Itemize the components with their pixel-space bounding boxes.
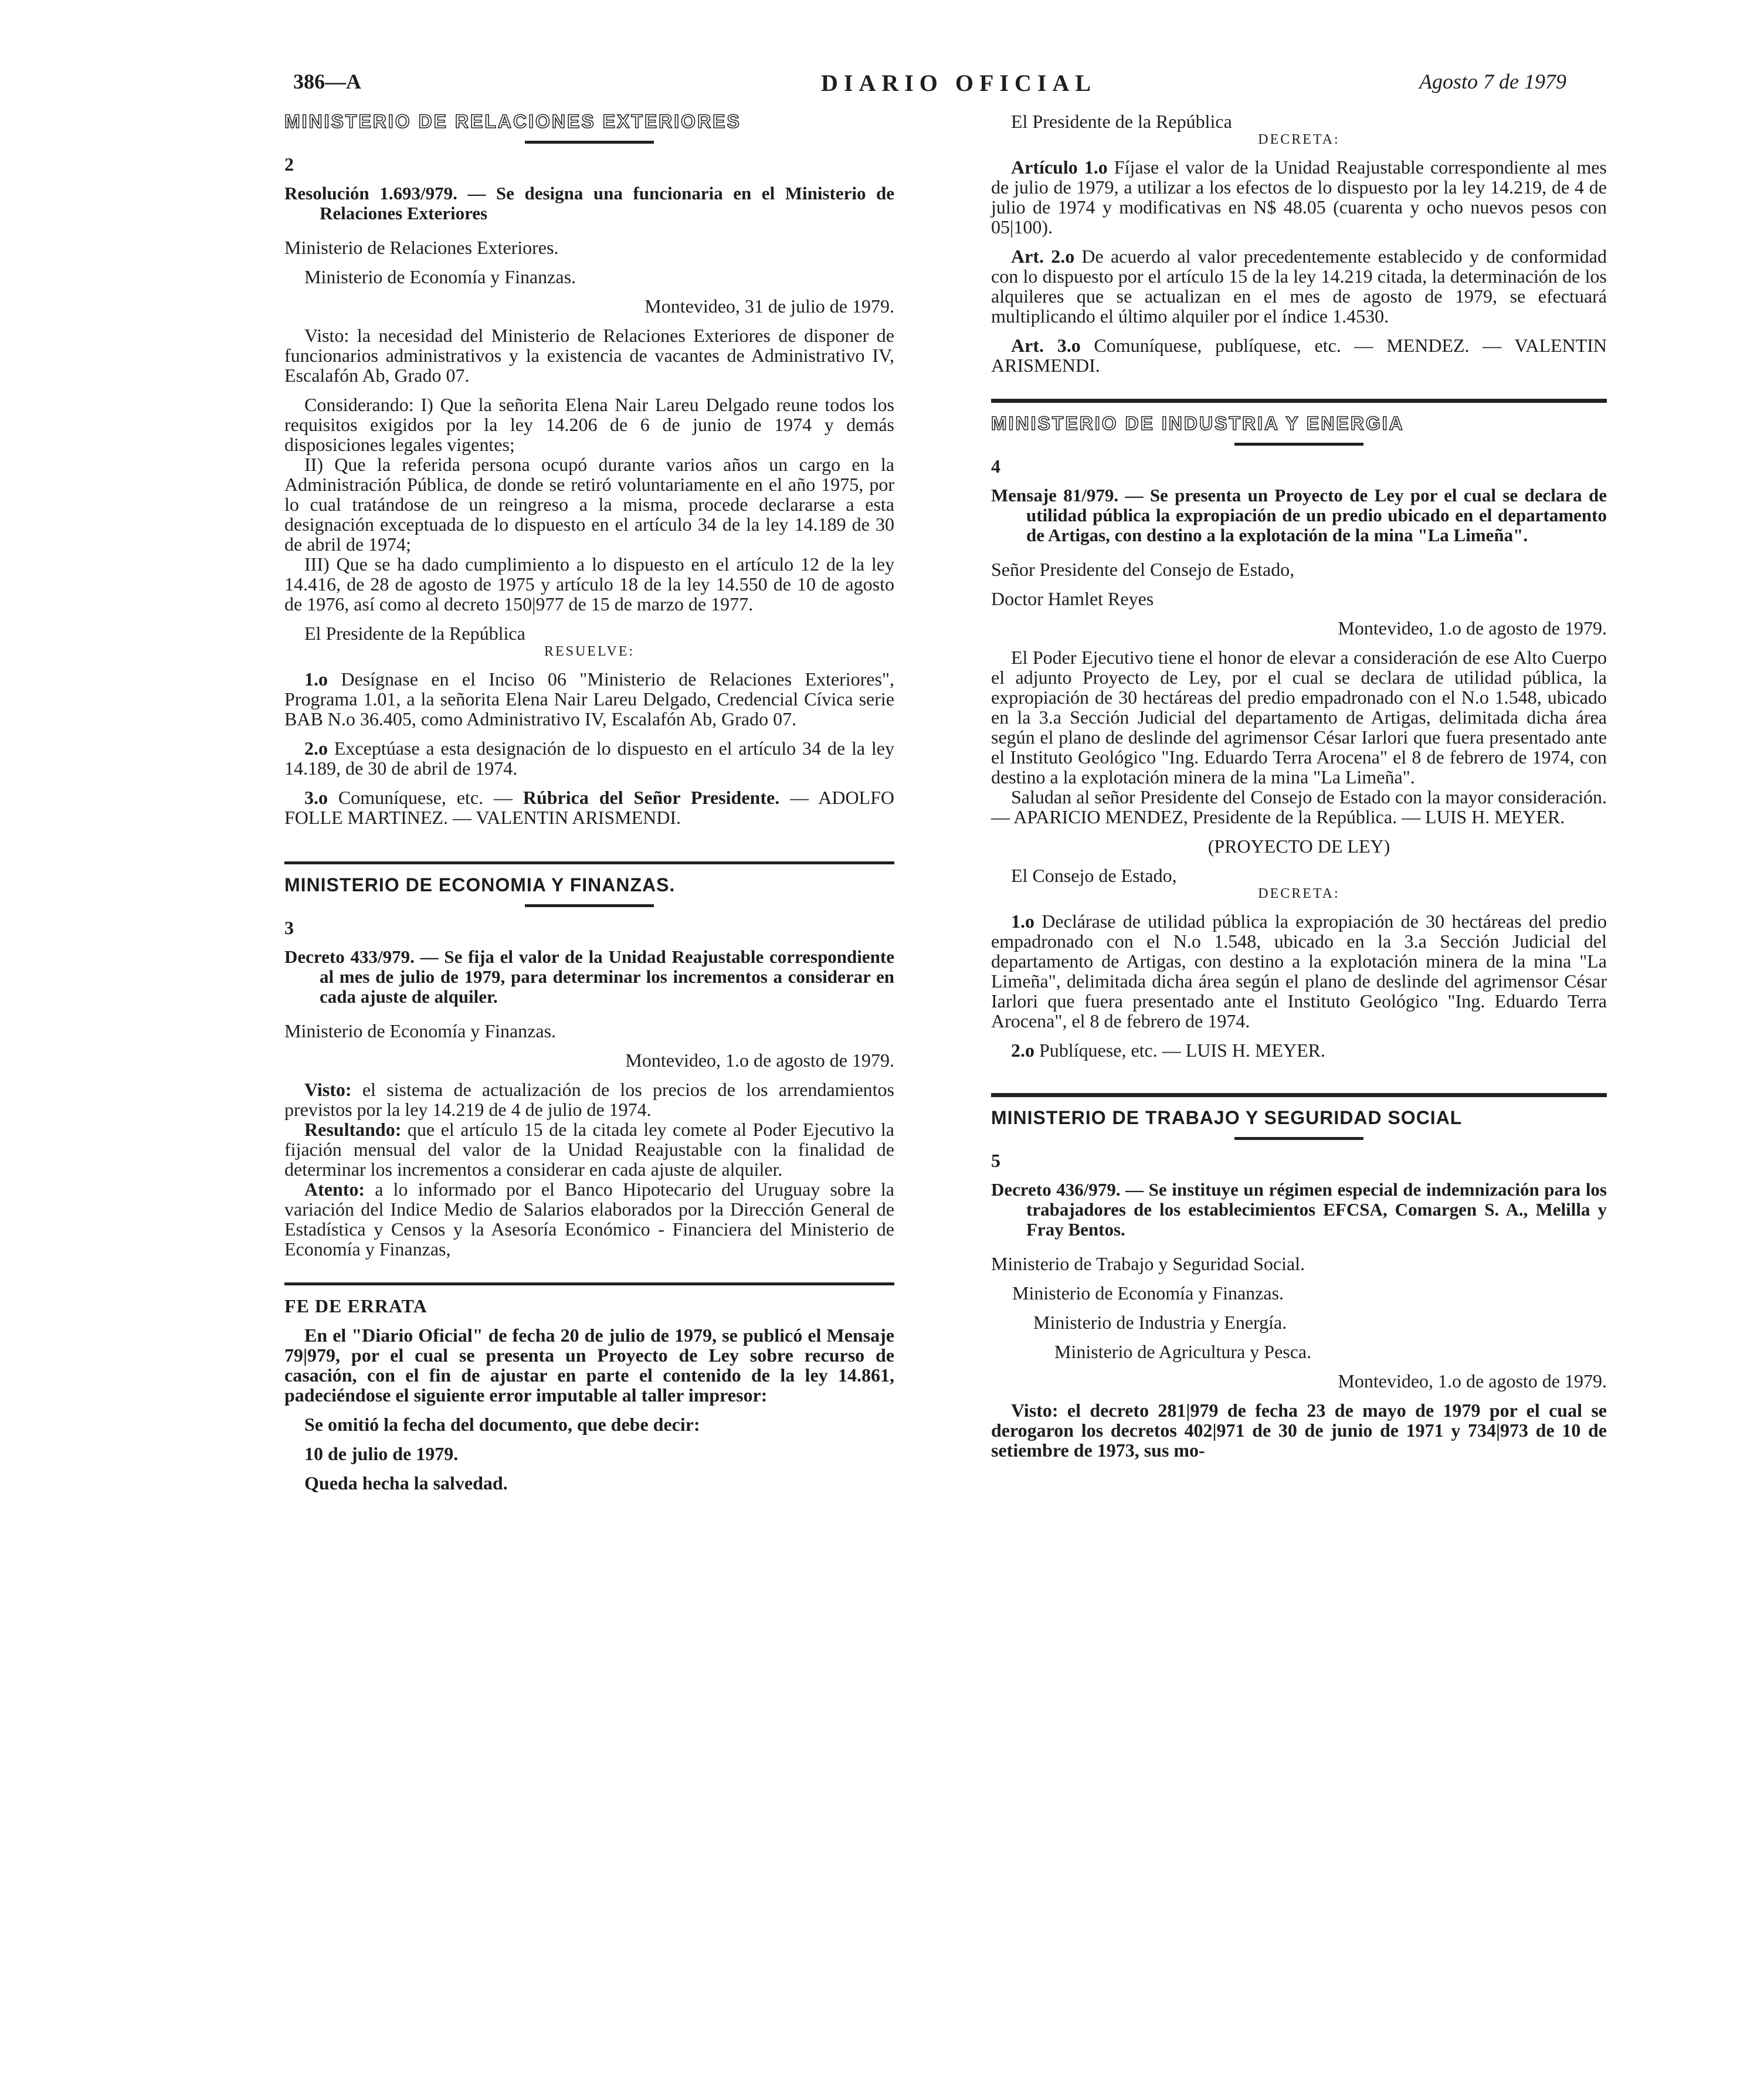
right-column <box>991 111 1607 1469</box>
rubrica-text: Rúbrica del Señor Presidente. <box>523 787 780 808</box>
considerando-label: Considerando: <box>304 394 414 415</box>
doc-summary: — Se designa una funcionaria en el Ministerio de Relaciones Exteriores <box>320 183 894 223</box>
resolution-title <box>284 184 894 223</box>
addressee: Ministerio de Trabajo y Seguridad Social. <box>991 1253 1305 1274</box>
article-2 <box>991 1040 1607 1060</box>
dateline: Montevideo, 1.o de agosto de 1979. <box>625 1050 894 1071</box>
dateline: Montevideo, 31 de julio de 1979. <box>644 296 894 317</box>
consejo-line: El Consejo de Estado, <box>1011 865 1177 886</box>
decree-title <box>284 947 894 1007</box>
section-divider <box>991 399 1607 403</box>
visto-text: el sistema de actualización de los precios de los arrendamientos previstos por la ley 14.219 de 4 de julio de 1974. <box>284 1079 894 1120</box>
signatures: — ADOLFO FOLLE MARTINEZ. — VALENTIN ARISMENDI. <box>284 787 894 828</box>
considerando-item: III) Que se ha dado cumplimiento a lo dispuesto en el artículo 12 de la ley 14.416, de 28 de agosto de 1975 y artículo 18 de la ley 14.550 de 10 de agosto de 1976, así como al decreto 150|977 de 15 de marzo de 1977. <box>284 554 894 615</box>
article-text: Publíquese, etc. — LUIS H. MEYER. <box>1034 1040 1325 1061</box>
doc-number: Resolución 1.693/979. <box>284 183 457 203</box>
addressee: Ministerio de Economía y Finanzas. <box>304 266 576 287</box>
dateline: Montevideo, 1.o de agosto de 1979. <box>1338 1370 1607 1392</box>
section-number: 5 <box>991 1150 1000 1171</box>
article-2 <box>284 738 894 778</box>
article-text: Desígnase en el Inciso 06 "Ministerio de Relaciones Exteriores", Programa 1.01, a la señorita Elena Nair Lareu Delgado, Credencial Cívica serie BAB N.o 36.405, como Administrativo IV, Escalafón Ab, Grado 07. <box>284 668 894 729</box>
article-label: 2.o <box>304 738 328 759</box>
visto-label: Visto: <box>304 1079 352 1100</box>
doc-summary: — Se presenta un Proyecto de Ley por el cual se declara de utilidad pública la expropiación de un predio ubicado en el departamento de Artigas, con destino a la explotación de la mina "La Limeña". <box>1026 485 1607 545</box>
doc-summary: — Se instituye un régimen especial de indemnización para los trabajadores de los establecimientos EFCSA, Comargen S. A., Melilla y Fray Bentos. <box>1026 1179 1607 1240</box>
addressee: Señor Presidente del Consejo de Estado, <box>991 559 1295 580</box>
addressee: Ministerio de Economía y Finanzas. <box>1012 1282 1284 1304</box>
atento-paragraph <box>284 1179 894 1259</box>
article-3 <box>284 788 894 827</box>
resultando-label: Resultando: <box>304 1119 402 1140</box>
presidente-line: El Presidente de la República <box>1011 111 1232 132</box>
errata-text: En el "Diario Oficial" de fecha 20 de julio de 1979, se publicó el Mensaje 79|979, por el cual se presenta un Proyecto de Ley sobre recurso de casación, con el fin de ajustar en parte el contenido de la ley 14.861, padeciéndose el siguiente error imputable al taller impresor: <box>284 1325 894 1406</box>
article-label: 1.o <box>1011 911 1034 932</box>
left-column <box>284 111 894 1502</box>
considerando-text: I) Que la señorita Elena Nair Lareu Delgado reune todos los requisitos exigidos por la ley 14.206 de 6 de junio de 1974 y demás disposiciones legales vigentes; <box>284 394 894 455</box>
article-label: Art. 2.o <box>1011 246 1075 267</box>
article-text: Comuníquese, publíquese, etc. — MENDEZ. — VALENTIN ARISMENDI. <box>991 335 1607 376</box>
article-text: Comuníquese, etc. — <box>328 787 523 808</box>
decree-title <box>991 1180 1607 1240</box>
divider <box>525 141 654 144</box>
decreta-heading: DECRETA: <box>1258 886 1340 901</box>
considerando-paragraph <box>284 395 894 454</box>
article-1 <box>284 669 894 729</box>
article-label: 1.o <box>304 668 328 690</box>
errata-heading: FE DE ERRATA <box>284 1295 428 1316</box>
divider <box>525 904 654 907</box>
doc-number: Decreto 436/979. <box>991 1179 1121 1200</box>
article-1 <box>991 157 1607 237</box>
errata-body <box>284 1325 894 1493</box>
ministry-heading-industria: MINISTERIO DE INDUSTRIA Y ENERGIA <box>991 413 1405 434</box>
divider <box>1234 1137 1363 1140</box>
doc-number: Mensaje 81/979. <box>991 485 1119 505</box>
message-body: El Poder Ejecutivo tiene el honor de elevar a consideración de ese Alto Cuerpo el adjunto Proyecto de Ley, por el cual se declara de utilidad pública, la expropiación de 30 hectáreas del predio empadronado con el N.o 1.548, ubicado en la 3.a Sección Judicial del departamento de Artigas, delimitada dicha área según el plano de deslinde del agrimensor César Iarlori que fuera presentado ante el Instituto Geológico "Ing. Eduardo Terra Arocena" el 8 de febrero de 1974, con destino a la explotación minera de la mina "La Limeña". <box>991 647 1607 788</box>
addressee: Doctor Hamlet Reyes <box>991 588 1154 609</box>
addressee: Ministerio de Agricultura y Pesca. <box>1054 1341 1312 1362</box>
article-3 <box>991 335 1607 375</box>
ministry-heading-relaciones: MINISTERIO DE RELACIONES EXTERIORES <box>284 111 741 132</box>
resultando-paragraph <box>284 1119 894 1179</box>
article-label: Art. 3.o <box>1011 335 1081 356</box>
section-divider <box>284 1282 894 1285</box>
section-divider <box>991 1093 1607 1097</box>
visto-label: Visto: <box>1011 1400 1059 1421</box>
article-label: Artículo 1.o <box>1011 157 1108 178</box>
addressee: Ministerio de Industria y Energía. <box>1033 1312 1287 1333</box>
decreta-heading: DECRETA: <box>1258 132 1340 147</box>
errata-closing: Queda hecha la salvedad. <box>304 1472 508 1494</box>
article-label: 3.o <box>304 787 328 808</box>
doc-number: Decreto 433/979. <box>284 946 415 967</box>
article-text: De acuerdo al valor precedentemente establecido y de conformidad con lo dispuesto por el artículo 15 de la ley 14.219 citada, la determinación de los alquileres que se actualizan en el mes de agosto de 1979, se efectuará multiplicando el último alquiler por el índice 1.4530. <box>991 246 1607 327</box>
dateline: Montevideo, 1.o de agosto de 1979. <box>1338 617 1607 639</box>
resultando-text: que el artículo 15 de la citada ley comete al Poder Ejecutivo la fijación mensual del valor de la Unidad Reajustable con la finalidad de determinar los incrementos a considerar en cada ajuste de alquiler. <box>284 1119 894 1180</box>
section-number: 2 <box>284 154 294 175</box>
ministry-heading-economia: MINISTERIO DE ECONOMIA Y FINANZAS. <box>284 874 676 895</box>
visto-paragraph <box>284 325 894 385</box>
atento-label: Atento: <box>304 1179 365 1200</box>
doc-summary: — Se fija el valor de la Unidad Reajustable correspondiente al mes de julio de 1979, para determinar los incrementos a considerar en cada ajuste de alquiler. <box>320 946 894 1007</box>
visto-text: la necesidad del Ministerio de Relaciones Exteriores de disponer de funcionarios administrativos y la existencia de vacantes de Administrativo IV, Escalafón Ab, Grado 07. <box>284 325 894 386</box>
page-number: 386—A <box>293 70 361 93</box>
visto-paragraph <box>284 1080 894 1119</box>
section-number: 4 <box>991 456 1000 477</box>
message-closing: Saludan al señor Presidente del Consejo de Estado con la mayor consideración. — APARICIO MENDEZ, Presidente de la República. — LUIS H. MEYER. <box>991 786 1607 827</box>
considerando-item: II) Que la referida persona ocupó durante varios años un cargo en la Administración Pública, de donde se retiró voluntariamente en el año 1975, por lo cual tratándose de un reingreso a la misma, procede declararse a esta designación exceptuada de lo dispuesto en el artículo 34 de la ley 14.189 de 30 de abril de 1974; <box>284 454 894 555</box>
article-text: Declárase de utilidad pública la expropiación de 30 hectáreas del predio empadronado con el N.o 1.548, ubicado en la 3.a Sección Judicial del departamento de Artigas, con destino a la explotación minera de la mina "La Limeña", delimitada dicha área según el plano de deslinde del agrimensor César Iarlori que fuera presentado ante el Instituto Geológico "Ing. Eduardo Terra Arocena", el 8 de febrero de 1974. <box>991 911 1607 1031</box>
article-1 <box>991 911 1607 1031</box>
article-text: Fíjase el valor de la Unidad Reajustable correspondiente al mes de julio de 1979, a utilizar a los efectos de lo dispuesto por la ley 14.219, de 4 de julio de 1974 y modificativas en N$ 48.05 (cuarenta y ocho nuevos pesos con 05|100). <box>991 157 1607 237</box>
visto-label: Visto: <box>304 325 350 346</box>
atento-text: a lo informado por el Banco Hipotecario del Uruguay sobre la variación del Indice Medio de Salarios elaborados por la Dirección General de Estadística y Censos y la Asesoría Económico - Financiera del Ministerio de Economía y Finanzas, <box>284 1179 894 1260</box>
newspaper-title: DIARIO OFICIAL <box>821 70 1097 96</box>
addressee: Ministerio de Relaciones Exteriores. <box>284 237 559 258</box>
article-2 <box>991 246 1607 326</box>
issue-date: Agosto 7 de 1979 <box>1419 70 1566 93</box>
section-number: 3 <box>284 917 294 938</box>
proyecto-heading: (PROYECTO DE LEY) <box>1207 836 1390 857</box>
presidente-line: El Presidente de la República <box>304 623 525 644</box>
errata-text: Se omitió la fecha del documento, que debe decir: <box>304 1414 700 1435</box>
visto-paragraph <box>991 1400 1607 1460</box>
resuelve-heading: RESUELVE: <box>544 644 635 659</box>
section-divider <box>284 861 894 864</box>
article-text: Exceptúase a esta designación de lo dispuesto en el artículo 34 de la ley 14.189, de 30 de abril de 1974. <box>284 738 894 779</box>
divider <box>1234 443 1363 446</box>
ministry-heading-trabajo: MINISTERIO DE TRABAJO Y SEGURIDAD SOCIAL <box>991 1107 1463 1128</box>
message-title <box>991 486 1607 545</box>
article-label: 2.o <box>1011 1040 1034 1061</box>
addressee: Ministerio de Economía y Finanzas. <box>284 1020 557 1041</box>
visto-text: el decreto 281|979 de fecha 23 de mayo de 1979 por el cual se derogaron los decretos 402|971 de 30 de junio de 1971 y 734|973 de 10 de setiembre de 1973, sus mo- <box>991 1400 1607 1461</box>
errata-date: 10 de julio de 1979. <box>304 1443 459 1464</box>
